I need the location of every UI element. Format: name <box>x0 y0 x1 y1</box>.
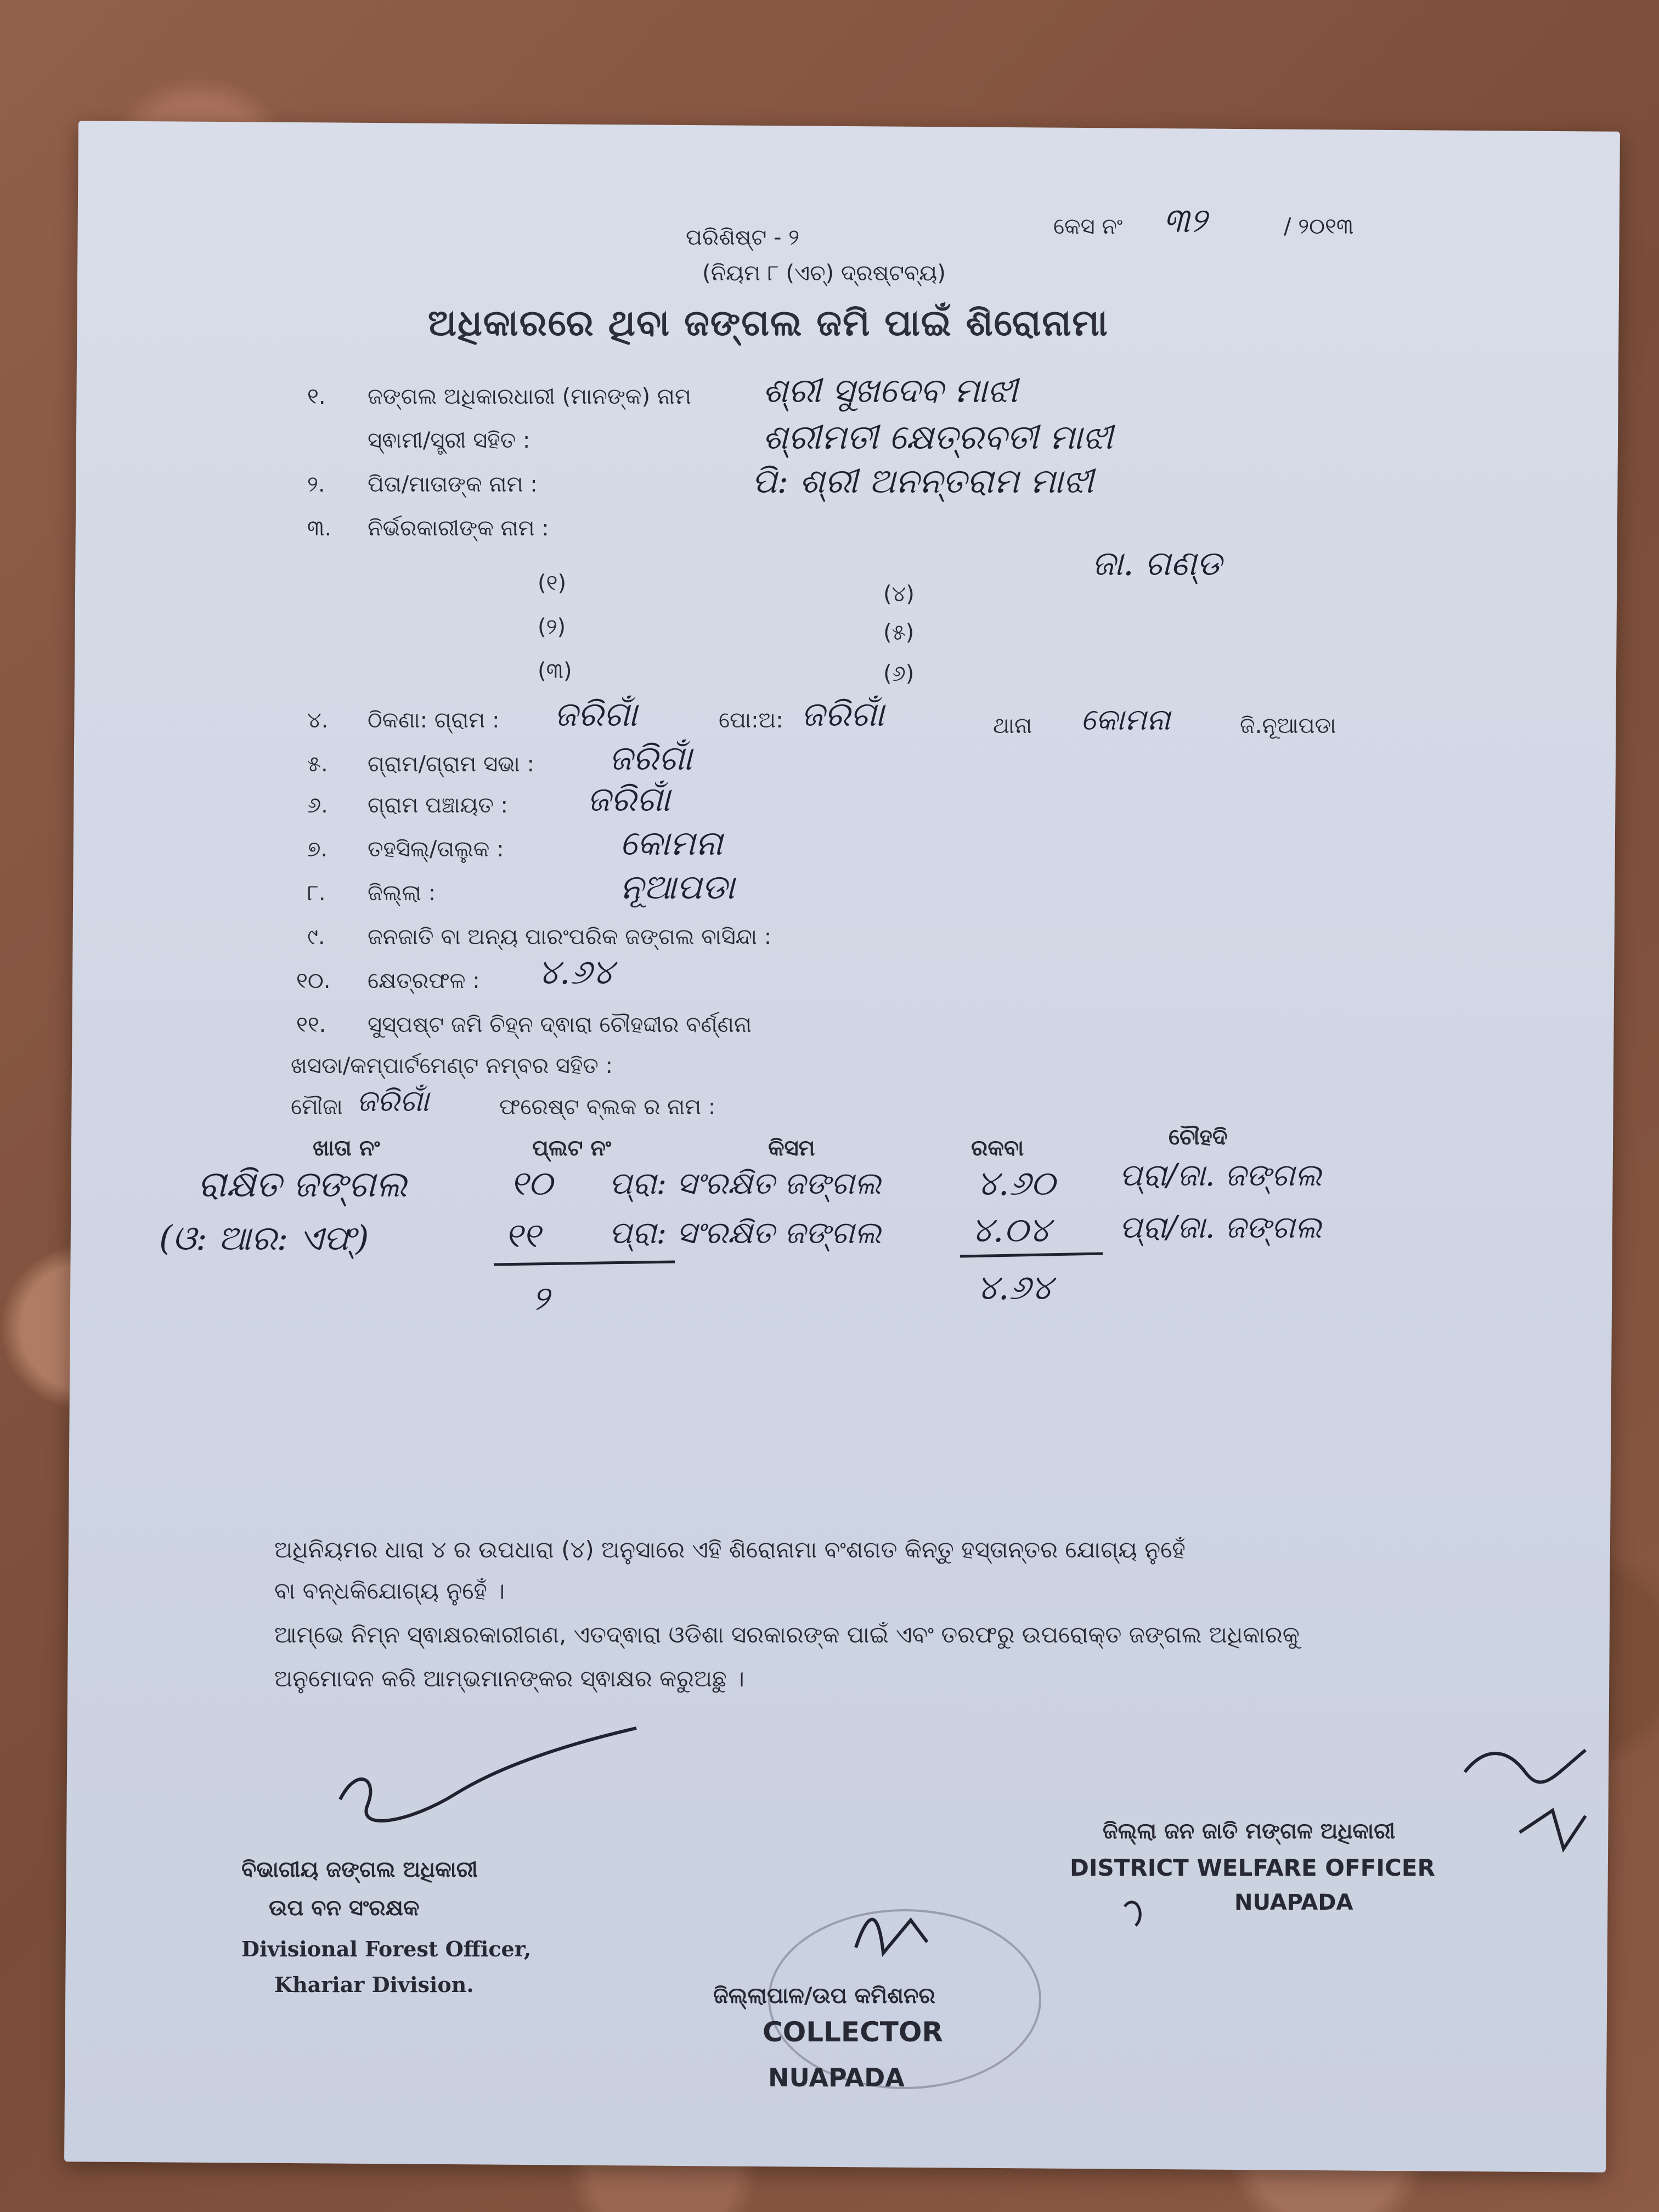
dwo-title-odia: ଜିଲ୍ଲା ଜନ ଜାତି ମଙ୍ଗଳ ଅଧିକାରୀ <box>1103 1819 1396 1844</box>
address-village: ଜରିଗାଁ <box>554 694 637 734</box>
field-spouse-label: ସ୍ଵାମୀ/ସ୍ତ୍ରୀ ସହିତ : <box>368 428 531 453</box>
admin-6-num: ୬. <box>307 793 328 818</box>
admin-8-label: ଜିଲ୍ଲା : <box>368 881 436 906</box>
dfo-title-odia: ବିଭାଗୀୟ ଜଙ୍ଗଲ ଅଧିକାରୀ <box>241 1857 478 1882</box>
row-2-chouhadi: ପ୍ରା/ଜା. ଜଙ୍ଗଲ <box>1119 1210 1322 1245</box>
forest-block-label: ଫରେଷ୍ଟ ବ୍ଲକ ର ନାମ : <box>499 1094 716 1120</box>
item-11-num: ୧୧. <box>296 1012 326 1037</box>
row-2-rakba: ୪.୦୪ <box>971 1210 1051 1250</box>
address-num: ୪. <box>307 708 329 733</box>
admin-5-num: ୫. <box>307 752 328 777</box>
dependent-2: (୨) <box>538 614 566 640</box>
dependent-3: (୩) <box>538 658 572 684</box>
address-label: ଠିକଣା: ଗ୍ରାମ : <box>368 708 500 733</box>
field-1-label: ଜଙ୍ଗଲ ଅଧିକାରଧାରୀ (ମାନଙ୍କ) ନାମ <box>368 384 691 409</box>
row-2-kisam: ପ୍ରା: ସଂରକ୍ଷିତ ଜଙ୍ଗଲ <box>609 1215 882 1251</box>
dependent-1: (୧) <box>538 571 567 596</box>
col-kisam: କିସମ <box>768 1136 815 1161</box>
item-10-value: ୪.୬୪ <box>538 952 614 992</box>
admin-7-label: ତହସିଲ୍/ତାଲୁକ : <box>368 837 504 862</box>
dfo-division-en: Khariar Division. <box>274 1972 474 1997</box>
col-plot: ପ୍ଲଟ ନଂ <box>532 1136 612 1161</box>
item-10-label: କ୍ଷେତ୍ରଫଳ : <box>368 968 480 994</box>
admin-5-label: ଗ୍ରାମ/ଗ୍ରାମ ସଭା : <box>368 752 534 777</box>
dependent-4: (୪) <box>883 582 915 607</box>
field-3-label: ନିର୍ଭରକାରୀଙ୍କ ନାମ : <box>368 516 549 541</box>
item-11-label: ସୁସ୍ପଷ୍ଟ ଜମି ଚିହ୍ନ ଦ୍ଵାରା ଚୌହଦ୍ଦୀର ବର୍ଣ୍ଣନା <box>368 1012 752 1037</box>
field-1-num: ୧. <box>307 384 326 409</box>
case-label: କେସ ନଂ <box>1053 214 1123 239</box>
footer-line-3: ଆମ୍ଭେ ନିମ୍ନ ସ୍ଵାକ୍ଷରକାରୀଗଣ, ଏତଦ୍ଵାରା ଓଡିଶା ସରକାରଙ୍କ ପାଇଁ ଏବଂ ତରଫରୁ ଉପରୋକ୍ତ ଜଙ୍ଗଲ ଅଧିକାରକୁ <box>274 1621 1300 1648</box>
field-spouse-value: ଶ୍ରୀମତୀ କ୍ଷେତ୍ରବତୀ ମାଝୀ <box>763 417 1113 457</box>
field-2-label: ପିତା/ମାତାଙ୍କ ନାମ : <box>368 472 538 497</box>
field-1-value: ଶ୍ରୀ ସୁଖଦେବ ମାଝୀ <box>763 370 1018 410</box>
title-document-page <box>64 121 1620 2172</box>
address-po: ଜରିଗାଁ <box>801 694 884 734</box>
dfo-title-en: Divisional Forest Officer, <box>241 1937 532 1961</box>
collector-title-en: COLLECTOR <box>763 2016 943 2048</box>
field-3-value: ଜା. ଗଣ୍ଡ <box>1092 543 1222 583</box>
document-title: ଅଧିକାରରେ ଥିବା ଜଙ୍ଗଲ ଜମି ପାଇଁ ଶିରୋନାମା <box>428 302 1109 344</box>
dfo-subtitle-odia: ଉପ ବନ ସଂରକ୍ଷକ <box>269 1895 420 1921</box>
col-khata: ଖାତା ନଂ <box>313 1136 380 1161</box>
field-2-value: ପି: ଶ୍ରୀ ଅନନ୍ତରାମ ମାଝୀ <box>752 461 1094 501</box>
form-number: ପରିଶିଷ୍ଟ - ୨ <box>686 225 800 250</box>
row-1-kisam: ପ୍ରା: ସଂରକ୍ଷିତ ଜଙ୍ଗଲ <box>609 1166 882 1201</box>
row-1-plot: ୧୦ <box>510 1163 553 1203</box>
row-1-rakba: ୪.୬୦ <box>977 1163 1056 1203</box>
col-chouhadi: ଚୌହଦି <box>1169 1125 1228 1150</box>
khata-subvalue: (ଓ: ଆର: ଏଫ୍) <box>159 1218 369 1258</box>
mouza-label: ମୌଜା <box>291 1094 343 1120</box>
address-ps: କୋମନା <box>1081 702 1171 737</box>
mouza-value: ଜରିଗାଁ <box>357 1084 430 1118</box>
dependent-5: (୫) <box>883 620 915 645</box>
admin-6-value: ଜରିଗାଁ <box>587 779 670 819</box>
row-2-plot: ୧୧ <box>505 1215 540 1255</box>
admin-7-value: କୋମନା <box>620 823 723 863</box>
address-po-label: ପୋ:ଅ: <box>719 708 783 733</box>
footer-line-4: ଅନୁମୋଦନ କରି ଆମ୍ଭମାନଙ୍କର ସ୍ଵାକ୍ଷର କରୁଅଛୁ । <box>274 1665 744 1692</box>
dwo-title-en: DISTRICT WELFARE OFFICER <box>1070 1854 1435 1881</box>
case-number: ୩୨ <box>1163 200 1207 240</box>
address-district-short: ଜି.ନୂଆପଡା <box>1240 713 1336 738</box>
plot-total: ୨ <box>532 1278 549 1318</box>
dwo-district-en: NUAPADA <box>1234 1890 1353 1915</box>
admin-5-value: ଜରିଗାଁ <box>609 738 692 778</box>
admin-8-num: ୮. <box>307 881 326 906</box>
khata-value: ରାକ୍ଷିତ ଜଙ୍ଗଲ <box>198 1163 408 1205</box>
item-10-num: ୧୦. <box>296 968 331 994</box>
admin-8-value: ନୂଆପଡା <box>620 867 735 907</box>
rule-reference: (ନିୟମ ୮ (ଏଚ୍) ଦ୍ରଷ୍ଟବ୍ୟ) <box>702 261 946 286</box>
address-ps-label: ଥାନା <box>993 713 1032 738</box>
case-year: / ୨୦୧୩ <box>1284 214 1354 239</box>
field-3-num: ୩. <box>307 516 332 541</box>
collector-title-odia: ଜିଲ୍ଲାପାଳ/ଉପ କମିଶନର <box>713 1983 935 2008</box>
item-9-num: ୯. <box>307 924 325 950</box>
field-2-num: ୨. <box>307 472 325 497</box>
row-1-chouhadi: ପ୍ରା/ଜା. ଜଙ୍ଗଲ <box>1119 1158 1322 1193</box>
item-9-label: ଜନଜାତି ବା ଅନ୍ୟ ପାରଂପରିକ ଜଙ୍ଗଲ ବାସିନ୍ଦା : <box>368 924 772 950</box>
rakba-total: ୪.୬୪ <box>977 1267 1053 1307</box>
collector-district-en: NUAPADA <box>768 2063 905 2092</box>
col-rakba: ରକବା <box>971 1136 1024 1161</box>
footer-line-2: ବା ବନ୍ଧକିଯୋଗ୍ୟ ନୁହେଁ । <box>274 1577 505 1604</box>
admin-7-num: ୭. <box>307 837 328 862</box>
admin-6-label: ଗ୍ରାମ ପଞ୍ଚାୟତ : <box>368 793 509 818</box>
dependent-6: (୬) <box>883 661 915 686</box>
khasra-label: ଖସଡା/କମ୍ପାର୍ଟମେଣ୍ଟ ନମ୍ବର ସହିତ : <box>291 1053 613 1079</box>
footer-line-1: ଅଧିନିୟମର ଧାରା ୪ ର ଉପଧାରା (୪) ଅନୁସାରେ ଏହି ଶିରୋନାମା ବଂଶଗତ କିନ୍ତୁ ହସ୍ତାନ୍ତର ଯୋଗ୍ୟ ନୁହେଁ <box>274 1536 1186 1563</box>
